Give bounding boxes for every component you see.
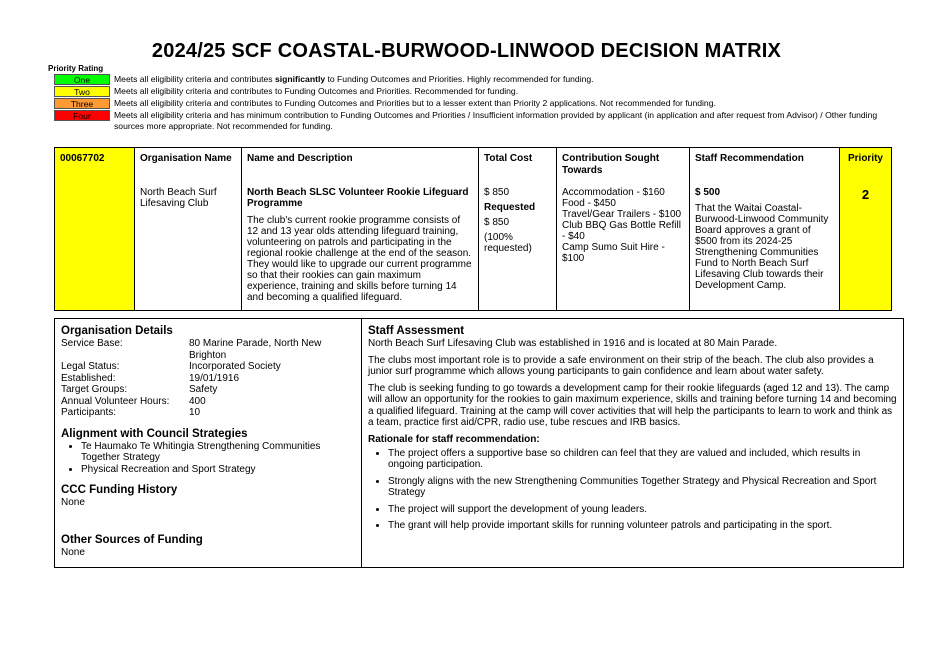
legend-desc-four: Meets all eligibility criteria and has minimum contribution to Funding Outcomes and Priorities / Insufficient information provided by applicant (in application and after request from Advisor) / Other funding sources more appropriate. Not recommended for funding.: [114, 110, 878, 131]
other-funding-value: None: [61, 547, 85, 558]
alignment-list: [61, 441, 355, 476]
org-detail-row: Legal Status: Incorporated Society: [61, 361, 281, 372]
legend-row-two: [54, 86, 889, 97]
project-description: The club's current rookie programme consists of 12 and 13 year olds attending lifeguard training, volunteering on patrols and participating in the regional rookie challenge at the end of the season. They would like to upgrade our current programme so that their rookies can gain maximum experience, training and skills before turning 14 and becoming a qualified lifeguard.: [247, 215, 472, 303]
rationale-item: • The grant will help provide important skills for running volunteer patrols and participating in the sport.: [388, 520, 897, 532]
org-detail-row: Participants: 10: [61, 407, 201, 418]
staff-assessment-column: [362, 319, 903, 567]
legend-swatch-four: Four: [54, 110, 110, 121]
legend-row-one: [54, 74, 889, 85]
assessment-paragraph: The clubs most important role is to provide a safe environment on their strip of the beach. The club also provides a junior surf programme which allows young participants to gain confidence and learn about water safety.: [368, 354, 874, 377]
org-name: North Beach Surf Lifesaving Club: [140, 187, 217, 209]
org-name-cell: [135, 148, 242, 310]
org-name-header: Organisation Name: [140, 153, 232, 164]
other-funding-heading: Other Sources of Funding: [61, 534, 203, 546]
staff-rec-text: That the Waitai Coastal-Burwood-Linwood Community Board approves a grant of $500 from its 2024-25 Strengthening Communities Fund to North Beach Surf Lifesaving Club towards their Development Camp.: [695, 203, 829, 291]
staff-rec-cell: [690, 148, 840, 310]
legend-swatch-three: Three: [54, 98, 110, 109]
alignment-heading: Alignment with Council Strategies: [61, 427, 248, 440]
contribution-cell: [557, 148, 690, 310]
page-title: 2024/25 SCF COASTAL-BURWOOD-LINWOOD DECISION MATRIX: [151, 40, 782, 62]
staff-rec-amount: $ 500: [695, 187, 721, 198]
org-detail-row: Target Groups: Safety: [61, 384, 218, 395]
application-id: 00067702: [60, 153, 105, 164]
name-desc-header: Name and Description: [247, 153, 353, 164]
rationale-heading: Rationale for staff recommendation:: [368, 433, 540, 445]
rationale-item: • The project offers a supportive base so children can feel that they are valued and included, which results in ongoing participation.: [388, 448, 897, 471]
ccc-funding-value: None: [61, 497, 85, 508]
priority-rating-heading: Priority Rating: [48, 64, 104, 73]
alignment-item: • Te Haumako Te Whitingia Strengthening Communities Together Strategy: [81, 441, 355, 464]
org-detail-row: Established: 19/01/1916: [61, 372, 240, 384]
rationale-item: • Strongly aligns with the new Strengthening Communities Together Strategy and Physical Recreation and Sport Strategy: [388, 476, 897, 499]
application-id-cell: [55, 148, 135, 310]
org-details-heading: Organisation Details: [61, 325, 173, 337]
org-detail-row: Service Base: 80 Marine Parade, North New Brighton: [61, 338, 322, 361]
staff-assessment-heading: Staff Assessment: [368, 325, 465, 337]
contribution-item: Food - $450: [562, 198, 616, 209]
requested-percent: (100% requested): [484, 232, 532, 254]
total-cost: $ 850: [484, 187, 510, 198]
legend-desc-one: Meets all eligibility criteria and contributes significantly to Funding Outcomes and Priorities. Highly recommended for funding.: [114, 74, 594, 84]
assessment-paragraph: North Beach Surf Lifesaving Club was established in 1916 and is located at 80 Main Parade.: [368, 338, 778, 349]
project-title: North Beach SLSC Volunteer Rookie Lifeguard Programme: [247, 187, 469, 209]
assessment-paragraph: The club is seeking funding to go towards a development camp for their rookie lifeguards (aged 12 and 13). The camp will allow an opportunity for the rookies to gain maximum experience, skills and training before turning 14 and becoming a qualified lifeguard. Training at the camp will cover activities that will help the participants to learn to work and think as a team, practice first aid/CPR, radio use, tube rescues and IRB basics.: [368, 382, 897, 428]
contribution-item: Accommodation - $160: [562, 187, 665, 198]
total-cost-cell: [479, 148, 557, 310]
legend-desc-three: Meets all eligibility criteria and contributes to Funding Outcomes and Priorities but to a lesser extent than Priority 2 applications. Not recommended for funding.: [114, 98, 716, 108]
priority-cell: [840, 148, 891, 310]
requested-amount: $ 850: [484, 217, 510, 228]
priority-value: 2: [861, 187, 870, 202]
legend-row-four: [54, 110, 889, 132]
legend-swatch-two: Two: [54, 86, 110, 97]
legend-swatch-one: One: [54, 74, 110, 85]
legend-row-three: [54, 98, 889, 109]
contribution-item: Travel/Gear Trailers - $100: [562, 209, 682, 220]
ccc-funding-heading: CCC Funding History: [61, 484, 178, 496]
rationale-item: • The project will support the development of young leaders.: [388, 504, 897, 516]
requested-label: Requested: [484, 202, 536, 213]
staff-rec-header: Staff Recommendation: [695, 153, 804, 164]
org-detail-row: Annual Volunteer Hours: 400: [61, 395, 206, 407]
details-panel: [54, 318, 904, 568]
rationale-list: [368, 448, 897, 532]
total-cost-header: Total Cost: [484, 153, 533, 164]
legend-desc-two: Meets all eligibility criteria and contributes to Funding Outcomes and Priorities. Recommended for funding.: [114, 86, 519, 96]
org-details-column: [55, 319, 362, 567]
alignment-item: • Physical Recreation and Sport Strategy: [81, 464, 355, 476]
application-table: [54, 147, 892, 311]
contribution-item: Club BBQ Gas Bottle Refill - $40: [562, 220, 681, 242]
contribution-item: Camp Sumo Suit Hire - $100: [562, 242, 665, 264]
priority-header: Priority: [847, 153, 883, 164]
name-desc-cell: [242, 148, 479, 310]
priority-legend: [54, 74, 889, 133]
contribution-header: Contribution Sought Towards: [562, 153, 660, 176]
